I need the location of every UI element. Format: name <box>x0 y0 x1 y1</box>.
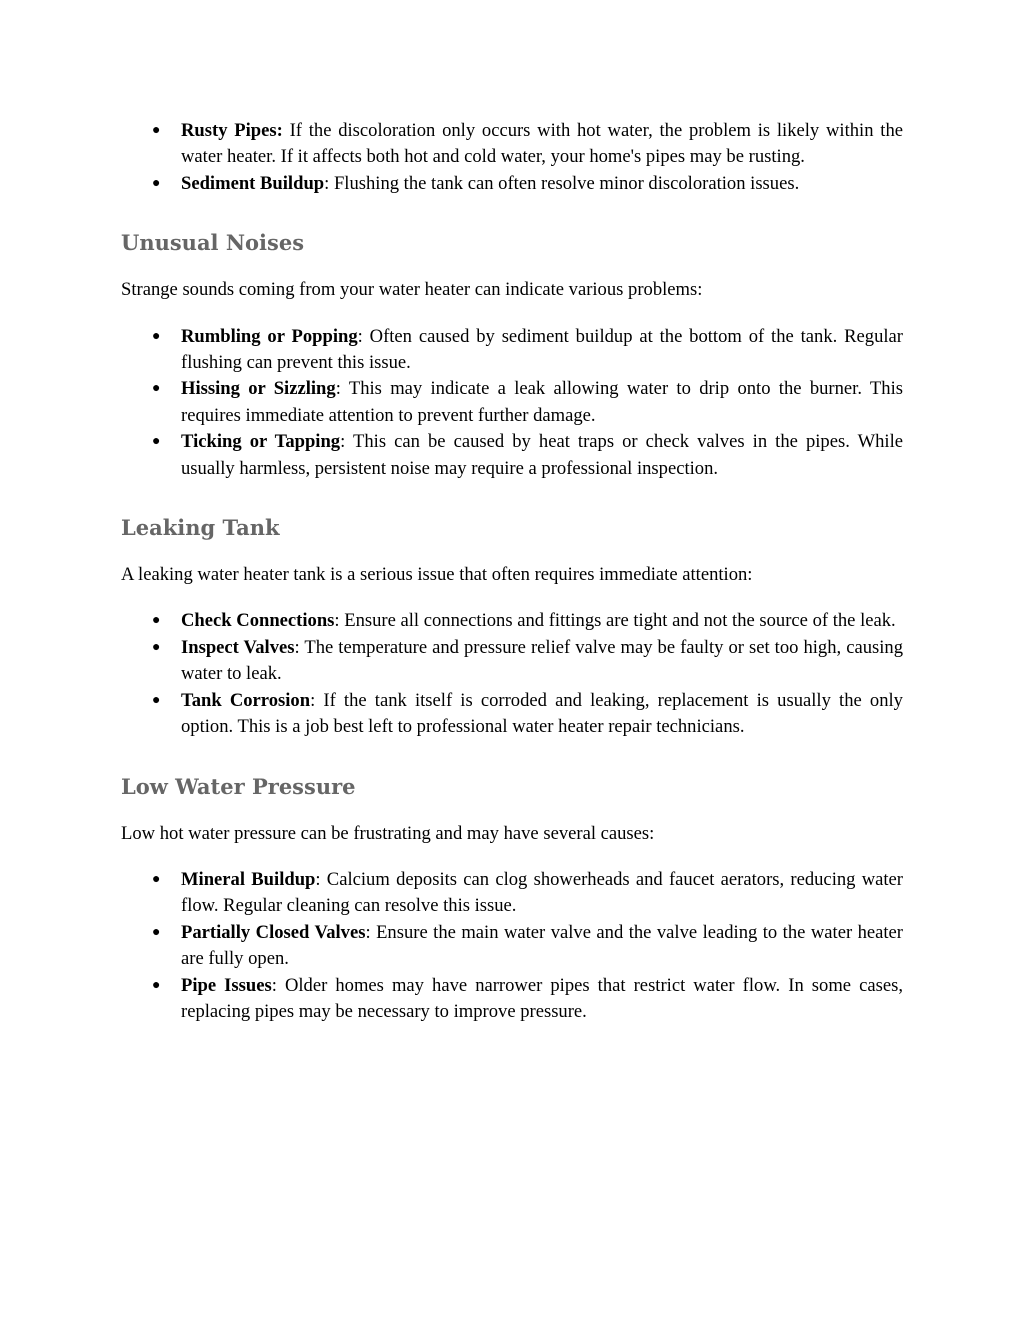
list-item <box>121 973 903 1026</box>
item-text: : If the tank itself is corroded and leaking, replacement is usually the only option. This is a job best left to professional water heater repair technicians. <box>181 689 903 738</box>
item-text: : Flushing the tank can often resolve minor discoloration issues. <box>324 172 800 194</box>
item-term: Hissing or Sizzling <box>181 378 336 400</box>
item-term: Rumbling or Popping <box>181 325 358 347</box>
item-text: : Calcium deposits can clog showerheads and faucet aerators, reducing water flow. Regular cleaning can resolve this issue. <box>181 868 903 917</box>
bullet-icon: ● <box>152 123 161 138</box>
item-text: : Older homes may have narrower pipes that restrict water flow. In some cases, replacing pipes may be necessary to improve pressure. <box>181 974 903 1022</box>
item-term: Tank Corrosion <box>181 689 311 711</box>
section-bullet-list <box>121 608 903 740</box>
item-term: Ticking or Tapping <box>181 431 341 453</box>
item-text: : This may indicate a leak allowing water to drip onto the burner. This requires immediate attention to prevent further damage. <box>181 378 903 426</box>
item-text: : Ensure the main water valve and the valve leading to the water heater are fully open. <box>181 921 903 970</box>
item-term: Pipe Issues <box>181 974 272 996</box>
item-term: Partially Closed Valves <box>181 921 366 943</box>
item-text: : This can be caused by heat traps or check valves in the pipes. While usually harmless, persistent noise may require a professional inspection. <box>181 431 904 479</box>
list-item <box>121 688 903 741</box>
item-term: Inspect Valves <box>181 636 295 658</box>
item-text: : The temperature and pressure relief valve may be faulty or set too high, causing water to leak. <box>181 636 903 685</box>
list-item <box>121 920 903 973</box>
section-bullet-list <box>121 324 903 482</box>
bullet-icon: ● <box>152 924 161 940</box>
section-intro: A leaking water heater tank is a serious issue that often requires immediate attention: <box>121 564 753 586</box>
list-item <box>121 118 903 171</box>
list-item <box>121 635 903 688</box>
bullet-icon: ● <box>152 639 161 655</box>
item-term: Rusty Pipes: <box>181 120 283 141</box>
section-intro: Low hot water pressure can be frustrating and may have several causes: <box>121 822 655 844</box>
list-item <box>121 608 903 634</box>
list-item <box>121 867 903 920</box>
bullet-icon: ● <box>152 871 161 887</box>
item-term: Check Connections <box>181 610 335 632</box>
list-item <box>121 376 903 429</box>
item-text: : Often caused by sediment buildup at the bottom of the tank. Regular flushing can prevent this issue. <box>181 325 903 374</box>
list-item <box>121 324 903 377</box>
bullet-icon: ● <box>152 977 161 993</box>
bullet-icon: ● <box>152 692 161 708</box>
item-term: Sediment Buildup <box>181 172 325 194</box>
item-text: If the discoloration only occurs with hot water, the problem is likely within the water heater. If it affects both hot and cold water, your home's pipes may be rusting. <box>181 120 904 168</box>
section-heading-leaking-tank: Leaking Tank <box>121 515 280 541</box>
list-item <box>121 429 903 482</box>
document-page <box>121 118 903 1025</box>
section-heading-low-water-pressure: Low Water Pressure <box>121 773 356 799</box>
section-heading-unusual-noises: Unusual Noises <box>121 230 305 256</box>
intro-bullet-list <box>121 118 903 197</box>
item-text: : Ensure all connections and fittings are tight and not the source of the leak. <box>334 610 896 632</box>
section-bullet-list <box>121 867 903 1025</box>
bullet-icon: ● <box>152 328 161 344</box>
item-term: Mineral Buildup <box>181 868 316 890</box>
bullet-icon: ● <box>152 434 161 450</box>
list-item <box>121 171 903 197</box>
bullet-icon: ● <box>152 381 161 397</box>
section-intro: Strange sounds coming from your water heater can indicate various problems: <box>121 279 703 301</box>
bullet-icon: ● <box>152 175 161 191</box>
bullet-icon: ● <box>152 613 161 629</box>
